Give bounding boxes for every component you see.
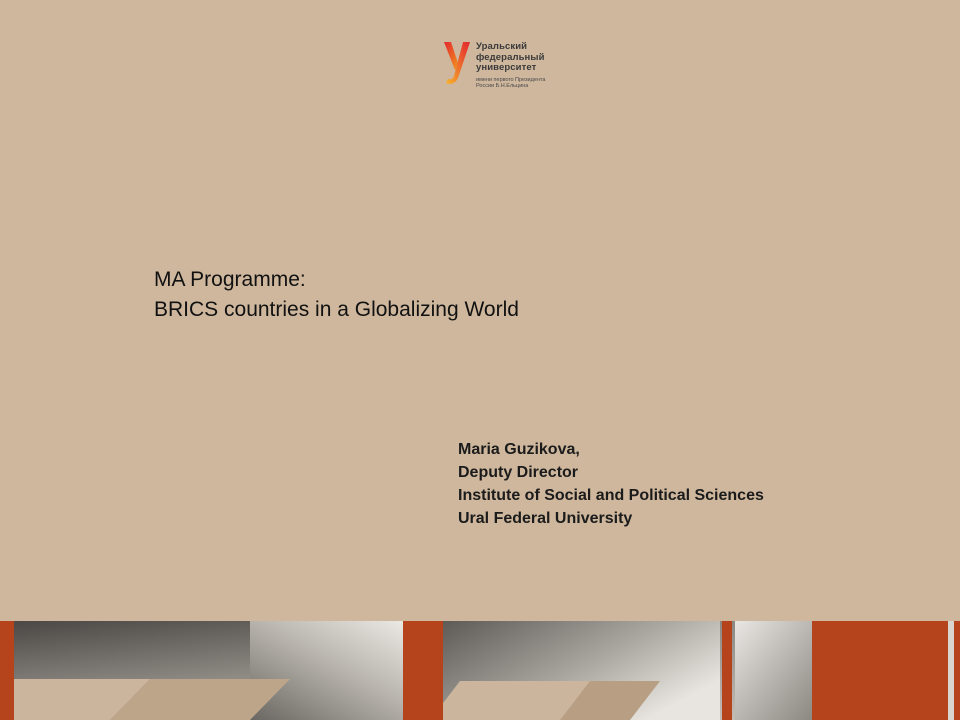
author-university: Ural Federal University [458, 510, 633, 527]
logo-subtitle-line-2: России Б.Н.Ельцина [476, 83, 529, 89]
title-line-2: BRICS countries in a Globalizing World [154, 298, 519, 321]
author-position: Deputy Director [458, 464, 579, 481]
logo-text-line-2: федеральный [476, 51, 545, 63]
title-line-1: MA Programme: [154, 268, 306, 291]
university-logo [442, 40, 572, 90]
author-institute: Institute of Social and Political Sciences [458, 487, 764, 504]
logo-text-line-3: университет [476, 62, 537, 73]
decorative-bottom-band [0, 621, 960, 720]
author-name: Maria Guzikova, [458, 441, 580, 458]
author-block [458, 438, 764, 530]
ural-federal-university-logo-icon [442, 40, 472, 86]
slide-title [154, 265, 519, 325]
logo-subtitle-line-1: имени первого Президента [476, 76, 546, 83]
logo-text-line-1: Уральский [476, 41, 528, 52]
